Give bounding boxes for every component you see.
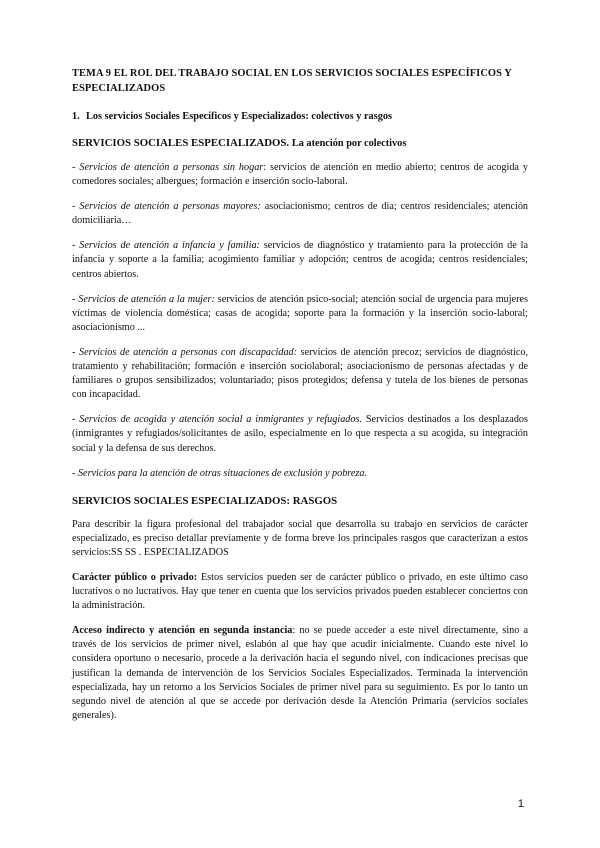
document-title: TEMA 9 EL ROL DEL TRABAJO SOCIAL EN LOS SERVICIOS SOCIALES ESPECÍFICOS Y ESPECIALIZADOS [72,68,512,94]
section-heading-text: Los servicios Sociales Específicos y Especializados: colectivos y rasgos [86,111,393,122]
heading-colectivos-sub: La atención por colectivos [291,138,407,149]
section-heading-1 [72,110,528,124]
colectivo-label: Servicios para la atención de otras situaciones de exclusión y pobreza. [77,467,368,479]
rasgo-label: Carácter público o privado: [72,571,198,583]
rasgo-text: Estos servicios pueden ser de carácter público o privado, en este último caso lucrativos o no lucrativos. Hay que tener en cuenta que los servicios privados pueden establecer conciertos con la administración. [72,571,528,612]
rasgo-label: Acceso indirecto y atención en segunda instancia [72,625,293,637]
section-number: 1. [72,111,80,122]
colectivo-text: servicios de atención psico-social; atención social de urgencia para mujeres víctimas de violencia doméstica; casas de acogida; soporte para la formación y la inserción socio-laboral; asociacionismo ... [72,293,528,333]
page-number: 1 [517,798,524,810]
colectivo-item: - Servicios de atención a infancia y familia: servicios de diagnóstico y tratamiento para la protección de la infancia y soporte a la familia; acogimiento familiar y adopción; centros de acogida; centros residenciales; centros abiertos. [72,240,528,280]
colectivo-text: asociacionismo; centros de día; centros residenciales; atención domiciliaria… [72,201,529,227]
heading-rasgos: SERVICIOS SOCIALES ESPECIALIZADOS: RASGOS [72,494,338,507]
rasgo-text: : no se puede acceder a este nivel directamente, sino a través de los servicios de primer nivel, eslabón al que hay que acudir inicialmente. Cuando este nivel lo considera oportuno o necesario, procede a la derivación hacia el segundo nivel, con indicaciones precisas que justifican la demanda de intervención de los Servicios Sociales Especializados. Terminada la intervención especializada, hay un retorno a los Servicios Sociales de primer nivel para su seguimiento. Es por lo tanto un segundo nivel de atención al que se accede por derivación desde la Atención Primaria (servicios sociales generales). [72,625,528,721]
colectivo-text: servicios de diagnóstico y tratamiento para la protección de la infancia y soporte a la familia; acogimiento familiar y adopción; centros de acogida; centros residenciales; centros abiertos. [72,240,528,280]
rasgo-item [72,624,528,723]
colectivo-label: Servicios de atención a la mujer: [78,293,215,305]
heading-colectivos [72,136,528,151]
colectivo-label: Servicios de atención a personas con discapacidad: [79,346,298,358]
colectivo-text: servicios de atención precoz; servicios de diagnóstico, tratamiento y rehabilitación; formación e inserción sociolaboral; asociacionismo de personas afectadas y de familiares o grupos sensibilizados; voluntariado; pisos protegidos; defensa y tutela de los bienes de personas con incapacidad. [72,346,528,401]
colectivo-text: Servicios destinados a los desplazados (inmigrantes y refugiados/solicitantes de asilo, especialmente en lo que respecta a su acogida, su integración social y la defensa de sus derechos. [72,414,528,454]
colectivo-label: Servicios de atención a personas sin hogar [79,162,264,173]
colectivo-item: - Servicios de acogida y atención social a inmigrantes y refugiados. Servicios destinados a los desplazados (inmigrantes y refugiados/solicitantes de asilo, especialmente en lo que respecta a su acogida, su integración social y la defensa de sus derechos. [72,414,528,454]
rasgo-item [72,571,528,613]
colectivo-item: - Servicios de atención a personas mayores: asociacionismo; centros de día; centros residenciales; atención domiciliaria… [72,201,529,227]
colectivo-item: - Servicios de atención a la mujer: servicios de atención psico-social; atención social de urgencia para mujeres víctimas de violencia doméstica; casas de acogida; soporte para la formación y la inserción socio-laboral; asociacionismo ... [72,293,528,333]
colectivo-text: : servicios de atención en medio abierto; centros de acogida y comedores sociales; albergues; formación e inserción socio-laboral. [72,162,528,188]
document-page [72,66,528,734]
colectivo-item: - Servicios para la atención de otras situaciones de exclusión y pobreza. [72,467,368,479]
colectivo-item: - Servicios de atención a personas con discapacidad: servicios de atención precoz; servicios de diagnóstico, tratamiento y rehabilitación; formación e inserción sociolaboral; asociacionismo de personas afectadas y de familiares o grupos sensibilizados; voluntariado; pisos protegidos; defensa y tutela de los bienes de personas con incapacidad. [72,346,528,401]
colectivo-label: Servicios de acogida y atención social a inmigrantes y refugiados. [79,414,362,426]
colectivo-label: Servicios de atención a infancia y familia: [79,240,260,252]
heading-colectivos-main: SERVICIOS SOCIALES ESPECIALIZADOS. [72,137,290,149]
colectivo-label: Servicios de atención a personas mayores: [79,201,261,213]
intro-paragraph: Para describir la figura profesional del trabajador social que desarrolla su trabajo en servicios de carácter especializado, es preciso detallar previamente y de forma breve los principales rasgos que caracterizan a estos servicios:SS SS . ESPECIALIZADOS [72,518,528,558]
colectivo-item: - Servicios de atención a personas sin hogar: servicios de atención en medio abierto; centros de acogida y comedores sociales; albergues; formación e inserción socio-laboral. [72,162,528,188]
